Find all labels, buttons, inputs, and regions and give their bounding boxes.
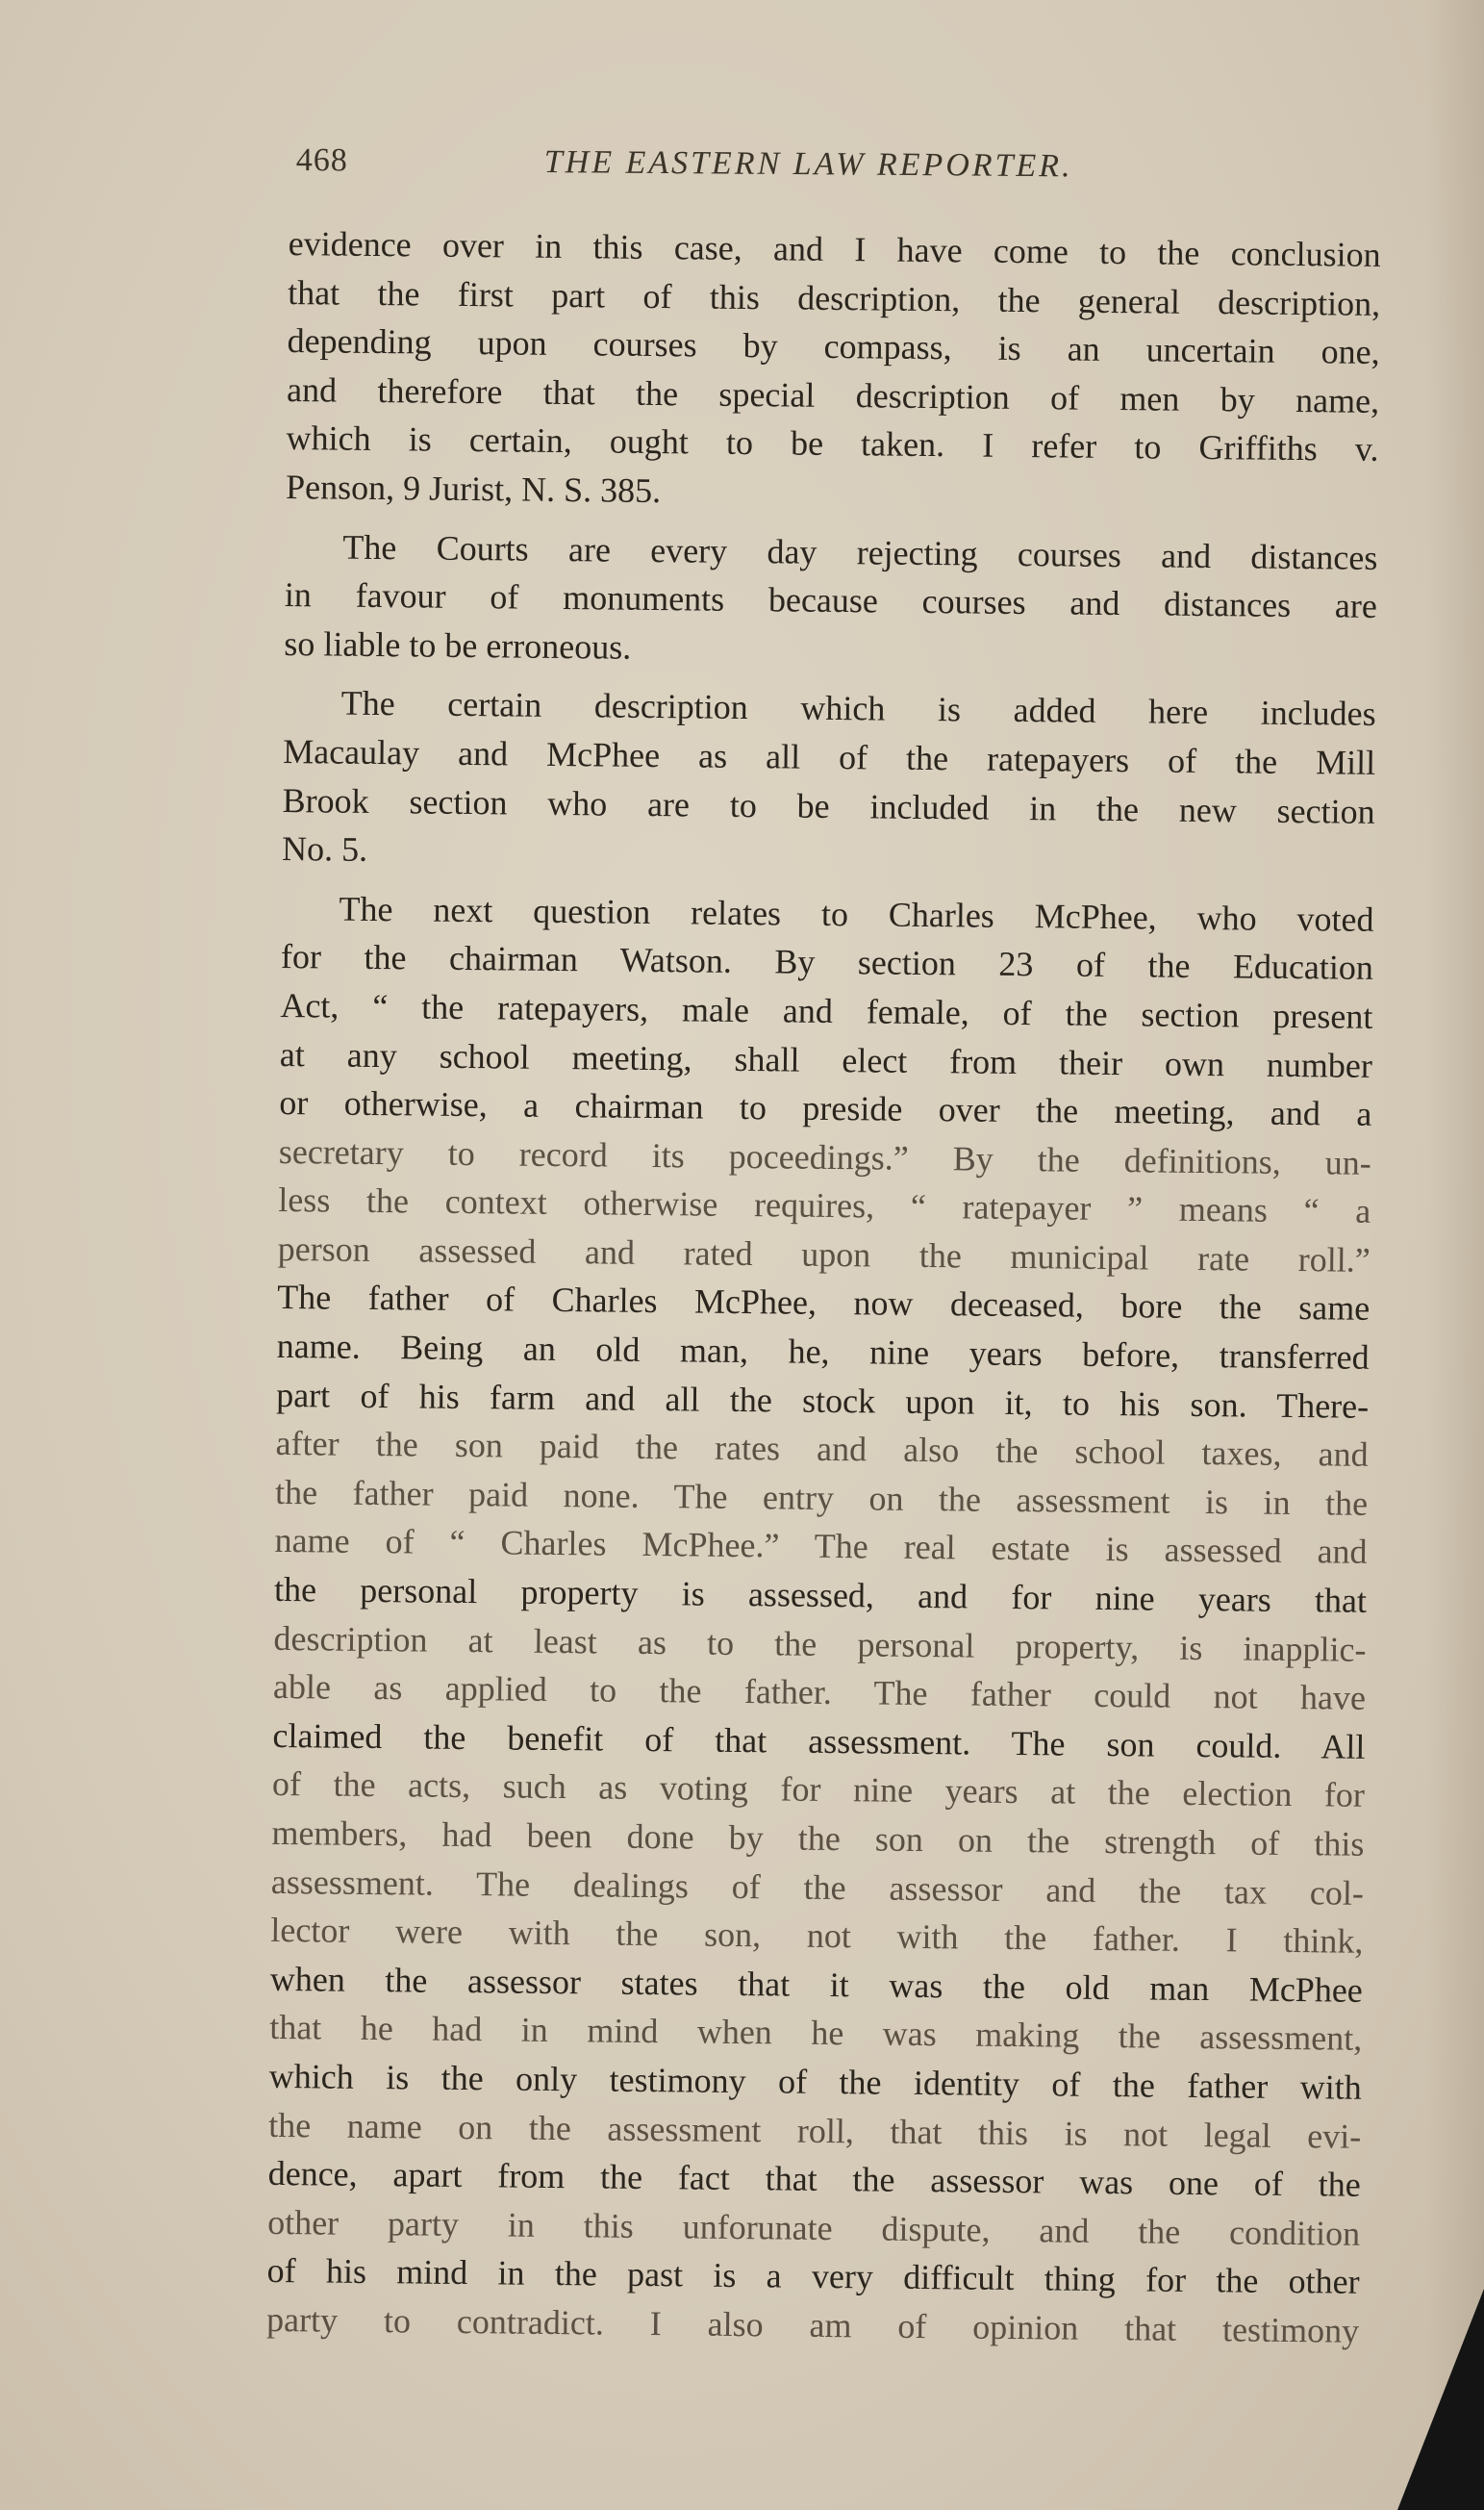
- text-line: that the first part of this description, the general description,: [287, 272, 1381, 323]
- text-line: so liable to be erroneous.: [284, 623, 632, 667]
- text-line: that he had in mind when he was making the assessment,: [269, 2008, 1363, 2059]
- text-line: Act, “ the ratepayers, male and female, of the section present: [280, 985, 1373, 1036]
- paragraph-4: [266, 884, 1374, 2356]
- text-line: members, had been done by the son on the strength of this: [271, 1813, 1365, 1863]
- text-line: assessment. The dealings of the assessor and the tax col-: [270, 1862, 1365, 1913]
- text-line: or otherwise, a chairman to preside over the meeting, and a: [279, 1083, 1372, 1133]
- text-line: for the chairman Watson. By section 23 of the Education: [280, 937, 1374, 988]
- text-line: description at least as to the personal property, is inapplic-: [273, 1618, 1367, 1669]
- text-line: secretary to record its poceedings.” By the definitions, un-: [278, 1131, 1372, 1182]
- text-line: of his mind in the past is a very difficult thing for the other: [266, 2251, 1360, 2302]
- corner-shadow: [1397, 2289, 1484, 2510]
- page-edge-shadow: [1426, 0, 1484, 2510]
- page-number: 468: [295, 142, 348, 179]
- text-line: the name on the assessment roll, that this is not legal evi-: [268, 2105, 1362, 2156]
- text-line: Macaulay and McPhee as all of the ratepayers of the Mill: [283, 731, 1376, 782]
- text-line: The next question relates to Charles McPhee, who voted: [339, 889, 1374, 939]
- text-line: at any school meeting, shall elect from their own number: [279, 1034, 1373, 1085]
- text-line: name. Being an old man, he, nine years before, transferred: [276, 1326, 1370, 1377]
- text-line: the father paid none. The entry on the assessment is in the: [274, 1472, 1369, 1523]
- text-line: lector were with the son, not with the father. I think,: [270, 1911, 1364, 1961]
- text-line: depending upon courses by compass, is an uncertain one,: [287, 321, 1380, 372]
- text-line: Brook section who are to be included in the new section: [282, 780, 1375, 831]
- paragraph-1: [286, 219, 1381, 522]
- text-line: which is certain, ought to be taken. I refer to Griffiths v.: [286, 418, 1379, 469]
- text-line: The Courts are every day rejecting courses and distances: [342, 527, 1378, 577]
- journal-title: THE EASTERN LAW REPORTER.: [543, 144, 1073, 185]
- text-line: person assessed and rated upon the municipal rate roll.”: [277, 1229, 1371, 1280]
- text-line: after the son paid the rates and also the school taxes, and: [275, 1424, 1369, 1475]
- text-line: other party in this unforunate dispute, and the condition: [266, 2202, 1361, 2253]
- text-line: No. 5.: [281, 829, 368, 870]
- text-line: evidence over in this case, and I have come to the conclusion: [288, 223, 1381, 274]
- text-line: the personal property is assessed, and for nine years that: [273, 1569, 1368, 1620]
- text-line: part of his farm and all the stock upon it, to his son. There-: [275, 1375, 1370, 1426]
- text-line: dence, apart from the fact that the assessor was one of the: [267, 2154, 1361, 2204]
- text-line: The certain description which is added here includes: [340, 683, 1376, 734]
- text-line: in favour of monuments because courses and distances are: [284, 575, 1378, 626]
- text-line: of the acts, such as voting for nine years at the election for: [271, 1764, 1366, 1815]
- body-text: [266, 219, 1381, 2366]
- text-line: able as applied to the father. The father could not have: [272, 1667, 1367, 1718]
- text-line: Penson, 9 Jurist, N. S. 385.: [285, 467, 662, 511]
- text-line: party to contradict. I also am of opinion that testimony: [265, 2299, 1360, 2350]
- running-head: [296, 142, 1162, 197]
- paragraph-2: [284, 522, 1378, 680]
- paragraph-3: [282, 678, 1376, 884]
- text-line: claimed the benefit of that assessment. The son could. All: [272, 1715, 1366, 1766]
- text-line: The father of Charles McPhee, now deceased, bore the same: [277, 1278, 1371, 1329]
- text-line: and therefore that the special description of men by name,: [286, 369, 1380, 420]
- text-line: which is the only testimony of the identity of the father with: [268, 2056, 1362, 2107]
- text-line: name of “ Charles McPhee.” The real estate is assessed and: [274, 1521, 1368, 1572]
- text-line: when the assessor states that it was the old man McPhee: [269, 1959, 1363, 2010]
- text-line: less the context otherwise requires, “ ratepayer ” means “ a: [278, 1180, 1371, 1231]
